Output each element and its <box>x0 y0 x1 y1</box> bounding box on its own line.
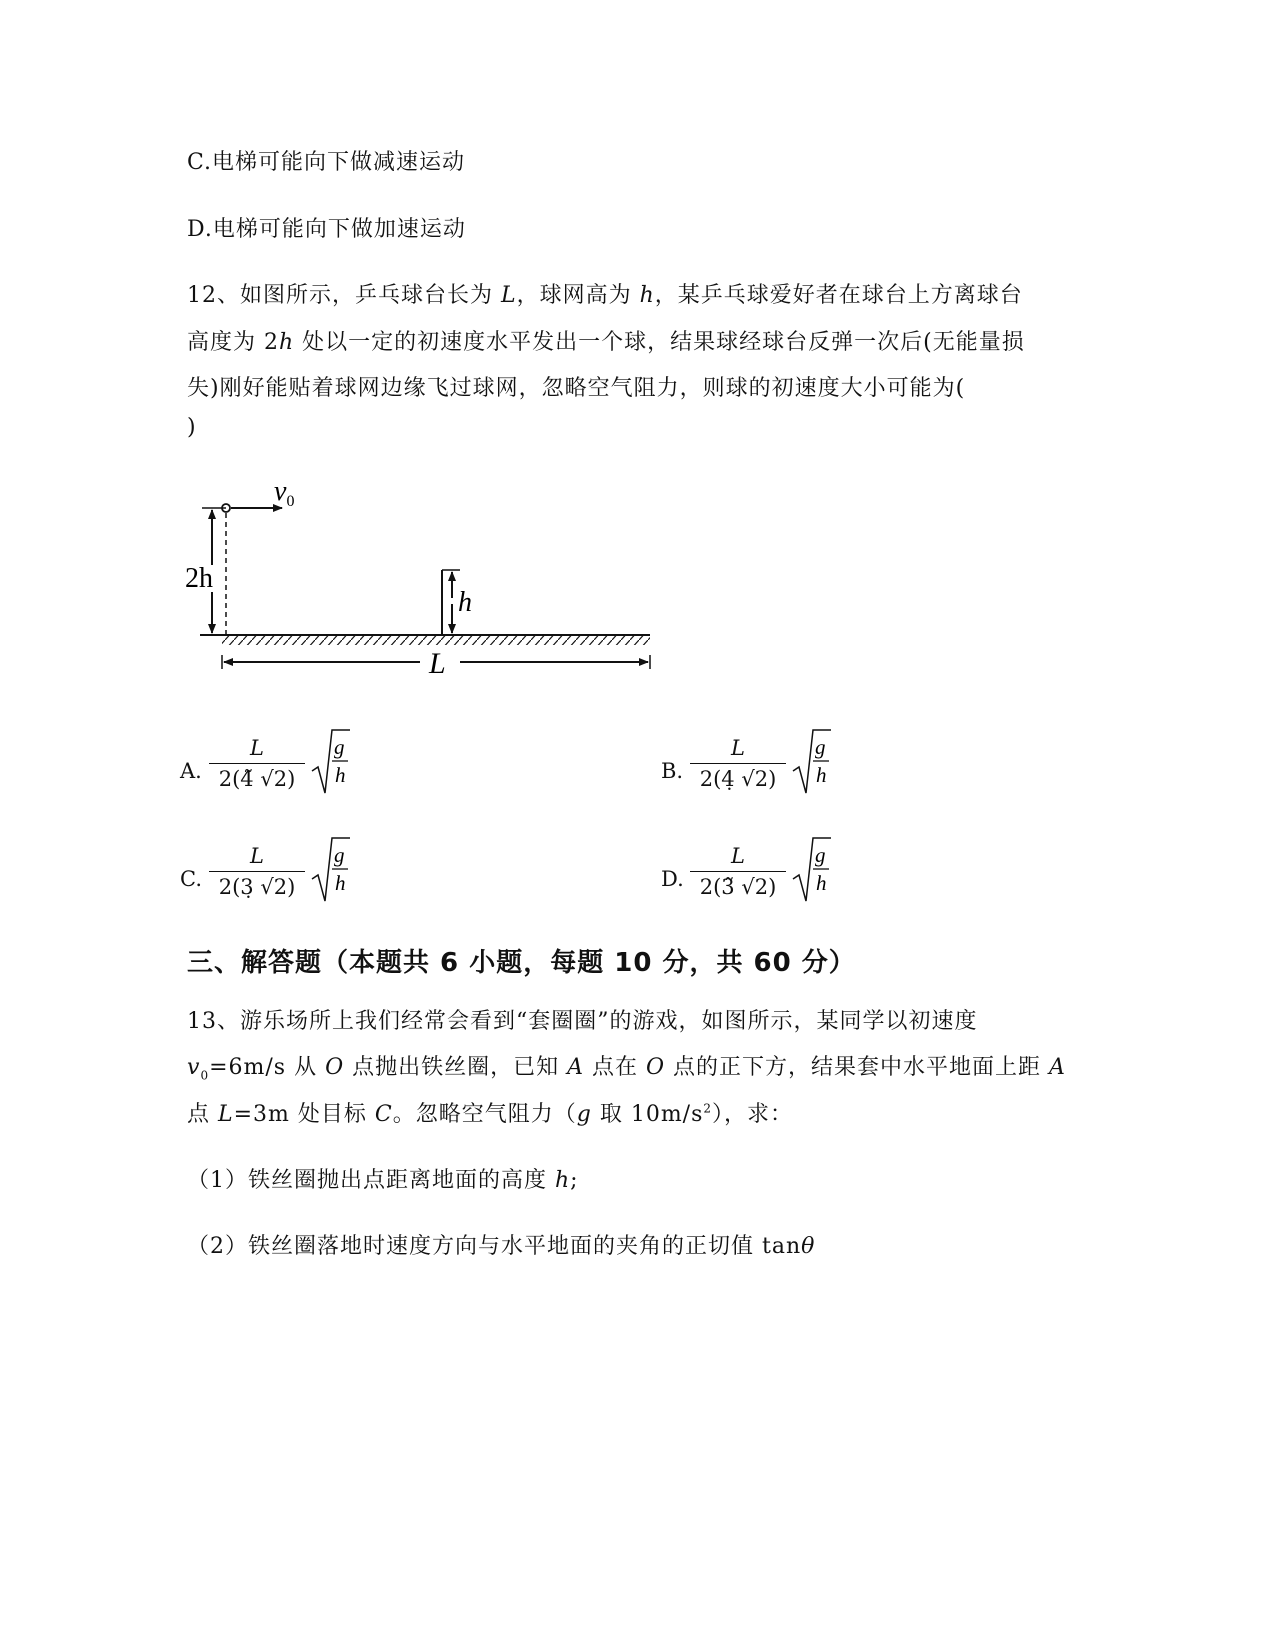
section-3-heading: 三、解答题（本题共 6 小题，每题 10 分，共 60 分） <box>187 948 856 978</box>
q12-line3: 失)刚好能贴着球网边缘飞过球网，忽略空气阻力，则球的初速度大小可能为( <box>187 376 966 401</box>
option-d-denominator: 2(3̃ √2) <box>699 875 777 899</box>
svg-text:h: h <box>816 871 827 895</box>
option-d-numerator: L <box>731 844 745 868</box>
option-c-prev: C.电梯可能向下做减速运动 <box>187 150 466 175</box>
q13-line2: $v_0=6m/s$ 从 O 点抛出铁丝圈，已知 A 点在 O 点的正下方，结果套中水平地面上距 A <box>187 1055 1066 1083</box>
q13-sub2: （2）铁丝圈落地时速度方向与水平地面的夹角的正切值 tanθ <box>187 1234 816 1259</box>
q13-line1: 13、游乐场所上我们经常会看到“套圈圈”的游戏，如图所示，某同学以初速度 <box>187 1009 978 1034</box>
sqrt-g-over-h <box>310 835 350 907</box>
svg-text:g: g <box>815 735 826 759</box>
height-2h-label: 2h <box>185 563 213 594</box>
q12-line4: ) <box>187 415 197 440</box>
option-d-label: D. <box>661 867 684 891</box>
v0-label: $v_0$ <box>274 476 295 510</box>
option-c-numerator: L <box>250 844 264 868</box>
option-b-numerator: L <box>731 736 745 760</box>
svg-text:h: h <box>335 763 346 787</box>
option-c-denominator: 2(3̣ √2) <box>218 875 296 899</box>
option-a-label: A. <box>180 759 202 783</box>
sqrt-g-over-h <box>791 835 831 907</box>
svg-text:g: g <box>334 843 345 867</box>
sqrt-g-over-h <box>791 727 831 799</box>
option-a-denominator: 2(4̃ √2) <box>218 767 296 791</box>
sqrt-g-over-h <box>310 727 350 799</box>
q13-line3: 点 L=3m 处目标 C。忽略空气阻力（g 取 $10m/s^2$），求： <box>187 1101 794 1127</box>
q12-line2: 高度为 2h 处以一定的初速度水平发出一个球，结果球经球台反弹一次后(无能量损 <box>187 330 1025 355</box>
option-b-denominator: 2(4̣ √2) <box>699 767 777 791</box>
length-L-label: L <box>429 647 446 680</box>
net-h-label: h <box>458 587 472 618</box>
svg-text:g: g <box>334 735 345 759</box>
q12-line1: 12、如图所示，乒乓球台长为 L，球网高为 h，某乒乓球爱好者在球台上方离球台 <box>187 283 1023 308</box>
option-a-numerator: L <box>250 736 264 760</box>
svg-text:g: g <box>815 843 826 867</box>
option-c-label: C. <box>180 867 202 891</box>
svg-text:h: h <box>335 871 346 895</box>
svg-text:h: h <box>816 763 827 787</box>
table-hatch <box>222 636 650 645</box>
q13-sub1: （1）铁丝圈抛出点距离地面的高度 h; <box>187 1168 579 1193</box>
table-tennis-figure <box>180 470 670 685</box>
option-d-prev: D.电梯可能向下做加速运动 <box>187 217 466 242</box>
option-b-label: B. <box>661 759 684 783</box>
